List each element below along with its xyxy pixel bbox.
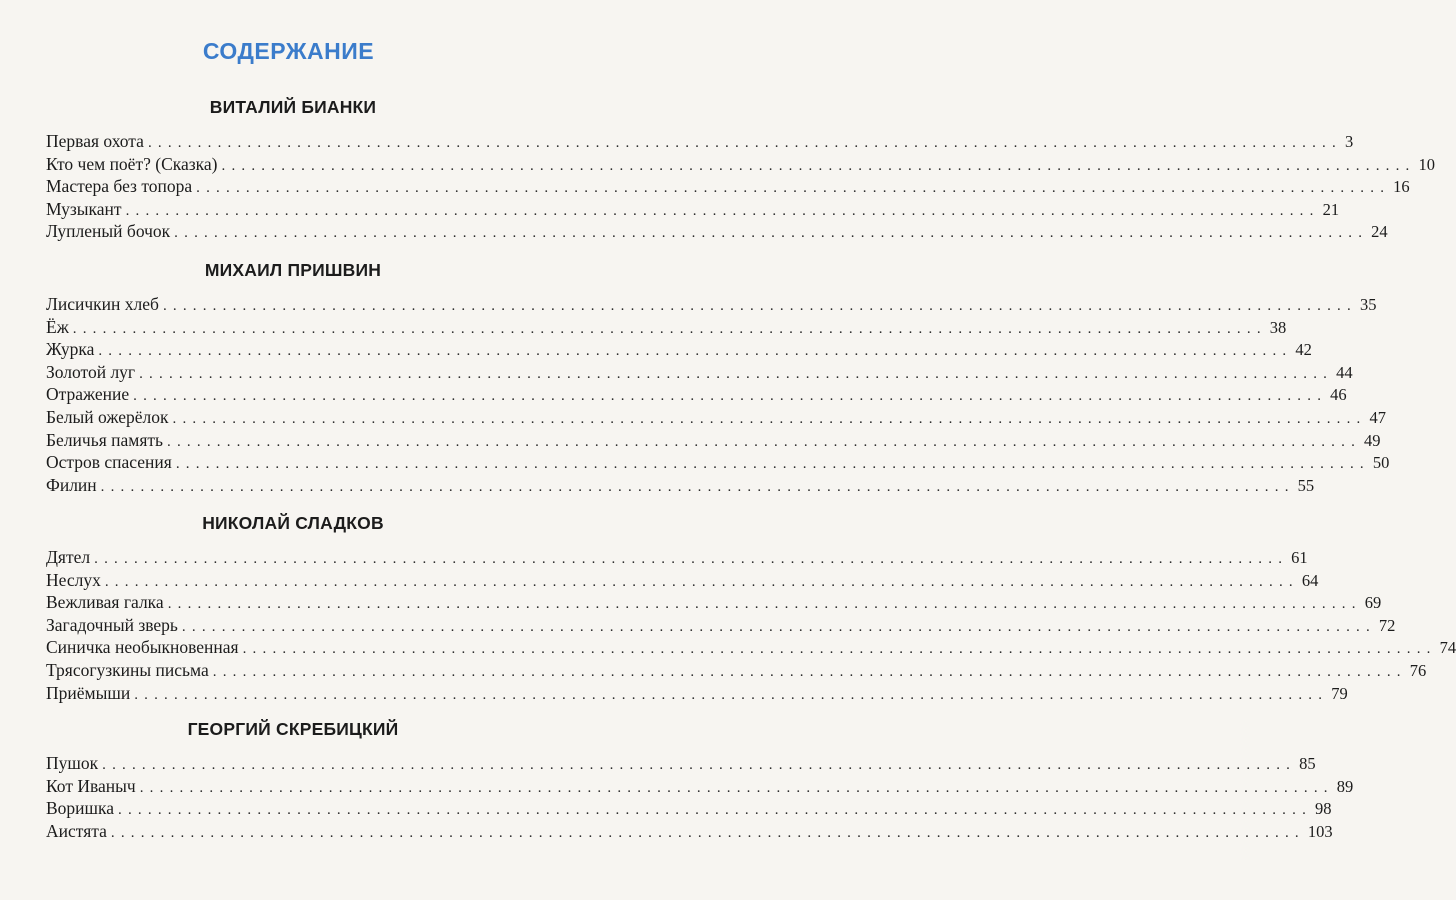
toc-entry[interactable] (46, 474, 1315, 497)
dot-leader: ........................................................................................................................ (167, 433, 1362, 450)
toc-entry[interactable] (46, 338, 1312, 361)
author-heading: МИХАИЛ ПРИШВИН (204, 260, 382, 280)
toc-entry[interactable] (46, 198, 1340, 221)
entry-page: 21 (1322, 199, 1340, 219)
toc-entry[interactable] (46, 591, 1382, 614)
toc-entry[interactable] (46, 775, 1354, 798)
toc-entry[interactable] (46, 451, 1390, 474)
entry-title: Кто чем поёт? (Сказка) (46, 153, 218, 174)
dot-leader: ........................................................................................................................ (162, 298, 1357, 314)
entry-page: 55 (1297, 475, 1315, 495)
entry-title: Первая охота (46, 131, 144, 151)
entry-title: Золотой луг (46, 361, 136, 382)
dot-leader: ........................................................................................................................ (110, 824, 1305, 841)
toc-entry[interactable] (46, 682, 1348, 705)
entry-page: 16 (1393, 177, 1410, 197)
entry-title: Отражение (46, 384, 130, 405)
entry-page: 42 (1295, 340, 1312, 360)
entry-page: 74 (1439, 638, 1456, 658)
dot-leader: ........................................................................................................................ (94, 551, 1289, 567)
entry-page: 49 (1364, 430, 1381, 450)
toc-entry[interactable] (46, 130, 1354, 153)
author-heading: ВИТАЛИЙ БИАНКИ (209, 97, 377, 117)
entry-title: Приёмыши (46, 682, 131, 703)
toc-entry[interactable] (46, 752, 1316, 775)
page-title: СОДЕРЖАНИЕ (202, 38, 375, 64)
entry-page: 24 (1371, 222, 1388, 242)
entry-title: Кот Иваныч (46, 775, 136, 796)
entry-page: 10 (1418, 154, 1435, 174)
entry-page: 61 (1291, 548, 1308, 567)
entry-title: Аистята (46, 820, 107, 841)
entry-page: 35 (1359, 295, 1377, 314)
dot-leader: ........................................................................................................................ (196, 180, 1391, 197)
entry-title: Мастера без топора (46, 176, 193, 197)
dot-leader: ........................................................................................................................ (242, 641, 1437, 658)
entry-page: 76 (1409, 660, 1427, 680)
dot-leader: ........................................................................................................................ (102, 757, 1297, 773)
dot-leader: ........................................................................................................................ (139, 779, 1334, 796)
entry-title: Журка (46, 339, 95, 360)
entry-title: Трясогузкины письма (46, 659, 209, 680)
entry-title: Вежливая галка (46, 592, 164, 613)
dot-leader: ........................................................................................................................ (175, 456, 1370, 473)
toc-entry[interactable] (46, 659, 1427, 682)
toc-entry[interactable] (46, 636, 1456, 659)
dot-leader: ........................................................................................................................ (104, 573, 1299, 590)
entry-title: Лисичкин хлеб (46, 294, 159, 314)
toc-entry[interactable] (46, 153, 1435, 176)
dot-leader: ........................................................................................................................ (147, 135, 1342, 151)
section-sladkov (46, 512, 1456, 704)
entry-title: Синичка необыкновенная (46, 637, 239, 658)
entry-title: Ёж (46, 316, 69, 337)
dot-leader: ........................................................................................................................ (134, 686, 1329, 703)
toc-entry[interactable] (46, 406, 1386, 429)
dot-leader: ........................................................................................................................ (72, 320, 1267, 337)
dot-leader: ........................................................................................................................ (98, 343, 1293, 360)
author-heading: НИКОЛАЙ СЛАДКОВ (202, 513, 384, 533)
entry-title: Белый ожерёлок (46, 406, 169, 427)
entry-page: 69 (1364, 593, 1382, 613)
toc-entry[interactable] (46, 614, 1396, 637)
entry-page: 72 (1378, 615, 1396, 635)
dot-leader: ........................................................................................................................ (118, 802, 1313, 819)
entry-page: 89 (1336, 776, 1354, 796)
entry-page: 38 (1269, 317, 1287, 337)
toc-entry[interactable] (46, 429, 1381, 452)
dot-leader: ........................................................................................................................ (133, 388, 1328, 405)
entry-page: 79 (1331, 683, 1348, 703)
dot-leader: ........................................................................................................................ (181, 618, 1376, 635)
entry-page: 64 (1301, 570, 1319, 590)
entry-title: Загадочный зверь (46, 614, 178, 635)
section-bianki (46, 96, 1435, 243)
toc-entry[interactable] (46, 175, 1410, 198)
entry-title: Филин (46, 474, 97, 495)
toc-entry[interactable] (46, 316, 1287, 339)
entry-page: 50 (1372, 453, 1390, 473)
section-prishvin (46, 259, 1390, 496)
author-heading: ГЕОРГИЙ СКРЕБИЦКИЙ (187, 719, 399, 739)
dot-leader: ........................................................................................................................ (100, 478, 1295, 495)
entry-title: Воришка (46, 798, 115, 819)
entry-page: 98 (1315, 799, 1332, 819)
entry-page: 46 (1330, 385, 1347, 405)
dot-leader: ........................................................................................................................ (174, 225, 1369, 242)
dot-leader: ........................................................................................................................ (221, 157, 1416, 174)
toc-entry[interactable] (46, 797, 1332, 820)
entry-title: Остров спасения (46, 452, 172, 473)
dot-leader: ........................................................................................................................ (167, 596, 1362, 613)
entry-page: 44 (1336, 362, 1353, 382)
toc-entry[interactable] (46, 220, 1388, 243)
section-skrebitsky (46, 718, 1354, 842)
toc-entry[interactable] (46, 293, 1377, 316)
toc-entry[interactable] (46, 546, 1308, 569)
entry-page: 103 (1307, 821, 1333, 841)
toc-entry[interactable] (46, 361, 1353, 384)
entry-title: Беличья память (46, 429, 164, 450)
toc-entry[interactable] (46, 820, 1333, 843)
dot-leader: ........................................................................................................................ (212, 663, 1407, 680)
entry-page: 3 (1344, 132, 1354, 151)
dot-leader: ........................................................................................................................ (139, 365, 1334, 382)
dot-leader: ........................................................................................................................ (172, 410, 1367, 427)
toc-entry[interactable] (46, 383, 1347, 406)
toc-entry[interactable] (46, 569, 1319, 592)
entry-title: Пушок (46, 753, 99, 773)
dot-leader: ........................................................................................................................ (125, 202, 1320, 219)
entry-title: Дятел (46, 547, 91, 567)
entry-page: 47 (1369, 407, 1386, 427)
entry-page: 85 (1299, 754, 1316, 773)
entry-title: Лупленый бочок (46, 221, 171, 242)
entry-title: Музыкант (46, 198, 122, 219)
entry-title: Неслух (46, 569, 101, 590)
